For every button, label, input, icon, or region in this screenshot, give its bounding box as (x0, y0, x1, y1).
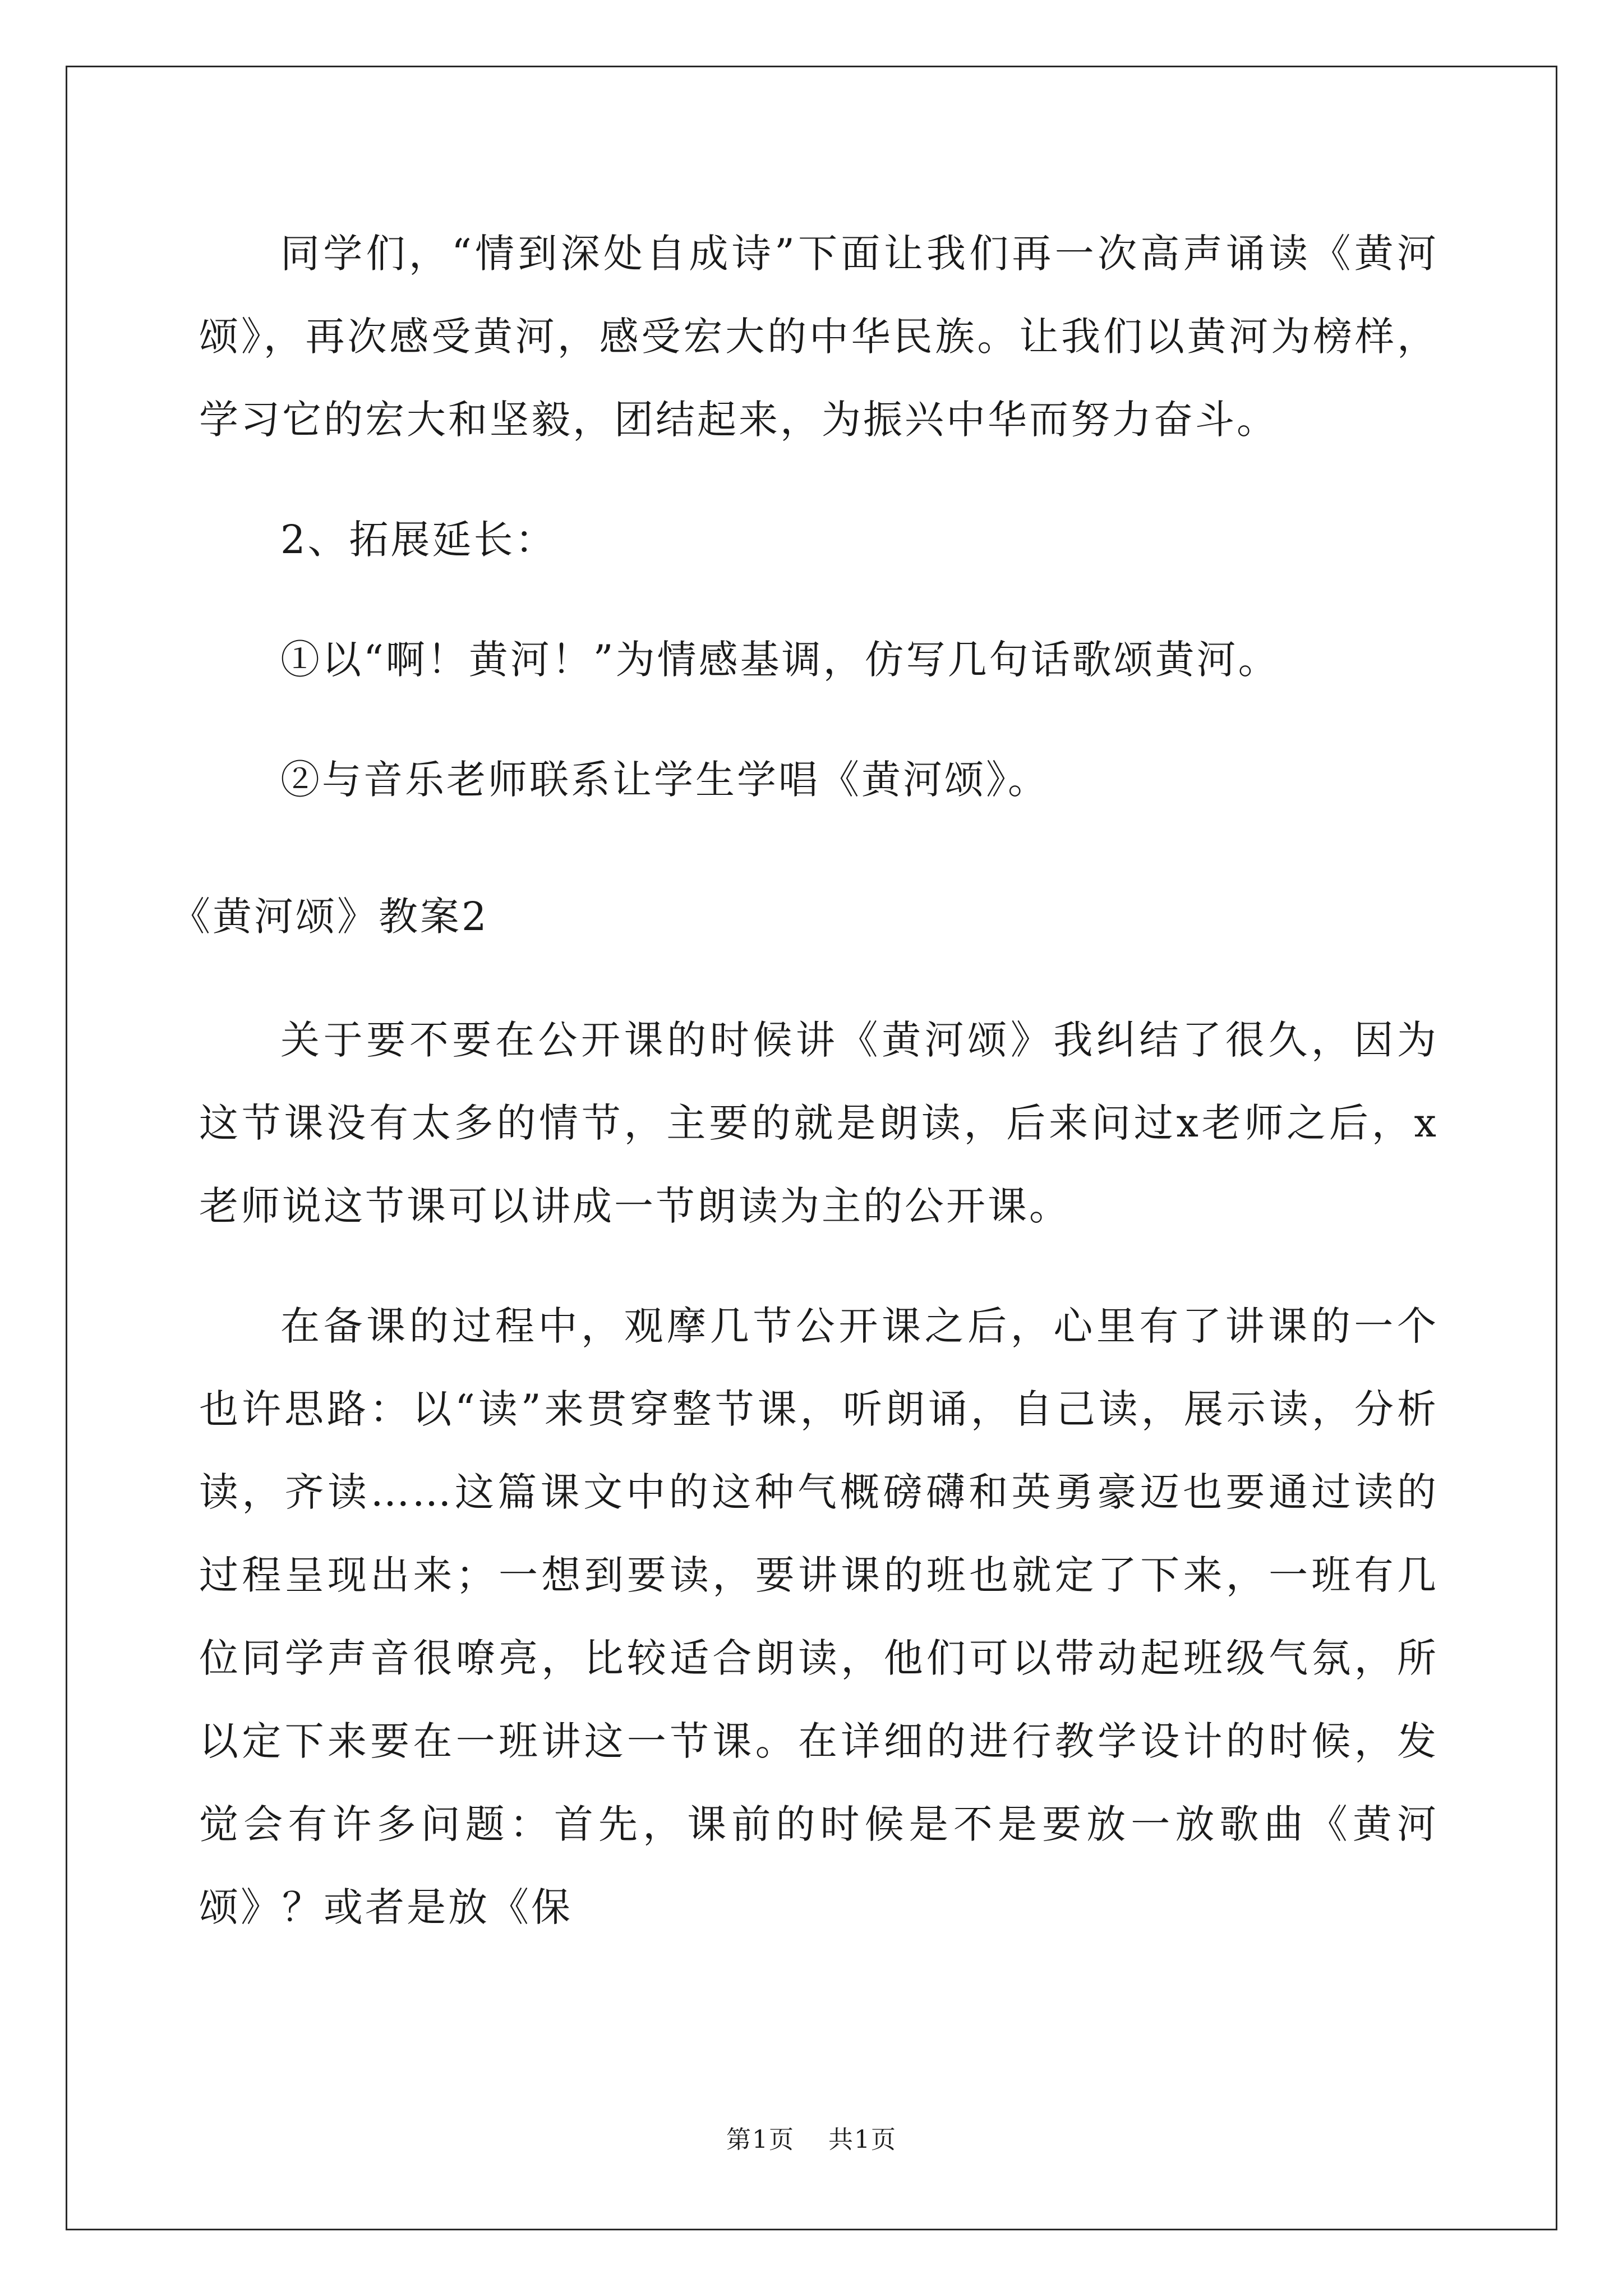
paragraph-conclusion: 同学们，“情到深处自成诗”下面让我们再一次高声诵读《黄河颂》，再次感受黄河，感受宏大的中华民族。让我们以黄河为榜样，学习它的宏大和坚毅，团结起来，为振兴中华而努力奋斗。 (199, 231, 1438, 443)
page-total: 共1页 (828, 2125, 897, 2154)
paragraph-extension-heading: 2、拓展延长： (280, 517, 557, 563)
page-number: 第1页 (726, 2125, 795, 2154)
page-footer (0, 2123, 1623, 2157)
paragraph-reflection-2: 在备课的过程中，观摩几节公开课之后，心里有了讲课的一个也许思路：以“读”来贯穿整节课，听朗诵，自己读，展示读，分析读，齐读……这篇课文中的这种气概磅礴和英勇豪迈也要通过读的过程呈现出来；一想到要读，要讲课的班也就定了下来，一班有几位同学声音很嘹亮，比较适合朗读，他们可以带动起班级气氛，所以定下来要在一班讲这一节课。在详细的进行教学设计的时候，发觉会有许多问题：首先，课前的时候是不是要放一放歌曲《黄河颂》？或者是放《保 (199, 1303, 1438, 1930)
document-body-continued (199, 999, 1438, 1949)
section-heading: 《黄河颂》教案2 (171, 894, 489, 940)
paragraph-extension-item-2: ②与音乐老师联系让学生学唱《黄河颂》。 (280, 757, 1049, 803)
document-body (199, 212, 1438, 821)
paragraph-reflection-1: 关于要不要在公开课的时候讲《黄河颂》我纠结了很久，因为这节课没有太多的情节，主要的就是朗读，后来问过x老师之后，x老师说这节课可以讲成一节朗读为主的公开课。 (199, 1017, 1438, 1229)
paragraph-extension-item-1: ①以“啊！黄河！”为情感基调，仿写几句话歌颂黄河。 (280, 637, 1280, 683)
